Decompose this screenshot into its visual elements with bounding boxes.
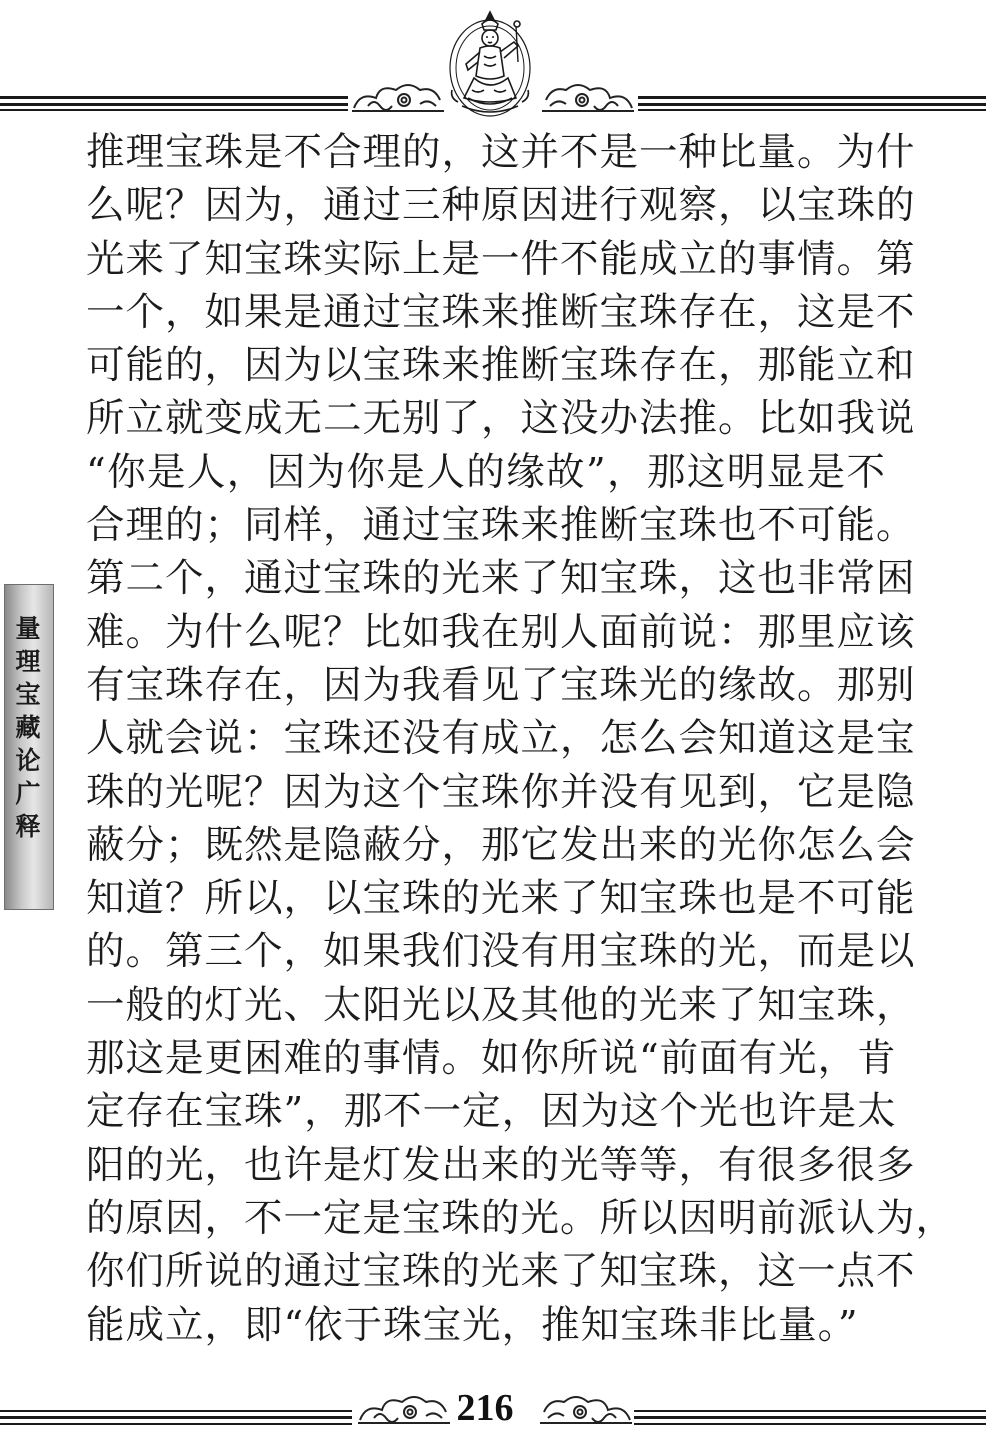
side-tab-title: 量理宝藏论广释 <box>12 615 41 846</box>
text-line: 的。第三个，如果我们没有用宝珠的光，而是以 <box>86 929 916 975</box>
text-line: 人就会说：宝珠还没有成立，怎么会知道这是宝 <box>86 716 916 762</box>
cloud-ornament-icon <box>540 78 636 114</box>
text-line: 珠的光呢？因为这个宝珠你并没有见到，它是隐 <box>86 769 916 815</box>
text-line: 一个，如果是通过宝珠来推断宝珠存在，这是不 <box>86 289 916 335</box>
page-header <box>0 0 986 130</box>
text-line: 定存在宝珠”，那不一定，因为这个光也许是太 <box>86 1089 897 1135</box>
text-line: 光来了知宝珠实际上是一件不能成立的事情。第 <box>86 236 916 282</box>
text-line: 那这是更困难的事情。如你所说“前面有光，肯 <box>86 1036 897 1082</box>
text-line: 难。为什么呢？比如我在别人面前说：那里应该 <box>86 609 916 655</box>
text-line: 第二个，通过宝珠的光来了知宝珠，这也非常困 <box>86 556 916 602</box>
body-text <box>86 126 956 1352</box>
text-line: 合理的；同样，通过宝珠来推断宝珠也不可能。 <box>86 503 916 549</box>
text-line: 所立就变成无二无别了，这没办法推。比如我说 <box>86 396 916 442</box>
page-number: 216 <box>456 1387 514 1429</box>
page-footer <box>0 1372 986 1443</box>
text-line: 推理宝珠是不合理的，这并不是一种比量。为什 <box>86 130 916 175</box>
text-line: 阳的光，也许是灯发出来的光等等，有很多很多 <box>86 1142 916 1188</box>
text-line: 的原因，不一定是宝珠的光。所以因明前派认为， <box>86 1195 956 1241</box>
text-line: “你是人，因为你是人的缘故”，那这明显是不 <box>86 449 886 495</box>
text-line: 一般的灯光、太阳光以及其他的光来了知宝珠， <box>86 982 916 1028</box>
text-line: 可能的，因为以宝珠来推断宝珠存在，那能立和 <box>86 343 916 389</box>
text-line: 蔽分；既然是隐蔽分，那它发出来的光你怎么会 <box>86 822 916 868</box>
text-line: 知道？所以，以宝珠的光来了知宝珠也是不可能 <box>86 876 916 922</box>
text-line: 你们所说的通过宝珠的光来了知宝珠，这一点不 <box>86 1249 916 1295</box>
text-line: 有宝珠存在，因为我看见了宝珠光的缘故。那别 <box>86 662 916 708</box>
cloud-ornament-icon <box>350 78 446 114</box>
cloud-ornament-icon <box>538 1390 634 1426</box>
text-line: 能成立，即“依于珠宝光，推知宝珠非比量。” <box>86 1302 859 1348</box>
cloud-ornament-icon <box>356 1390 452 1426</box>
deity-figure-icon <box>438 6 542 120</box>
text-line: 么呢？因为，通过三种原因进行观察，以宝珠的 <box>86 183 916 229</box>
side-chapter-tab <box>4 584 54 910</box>
